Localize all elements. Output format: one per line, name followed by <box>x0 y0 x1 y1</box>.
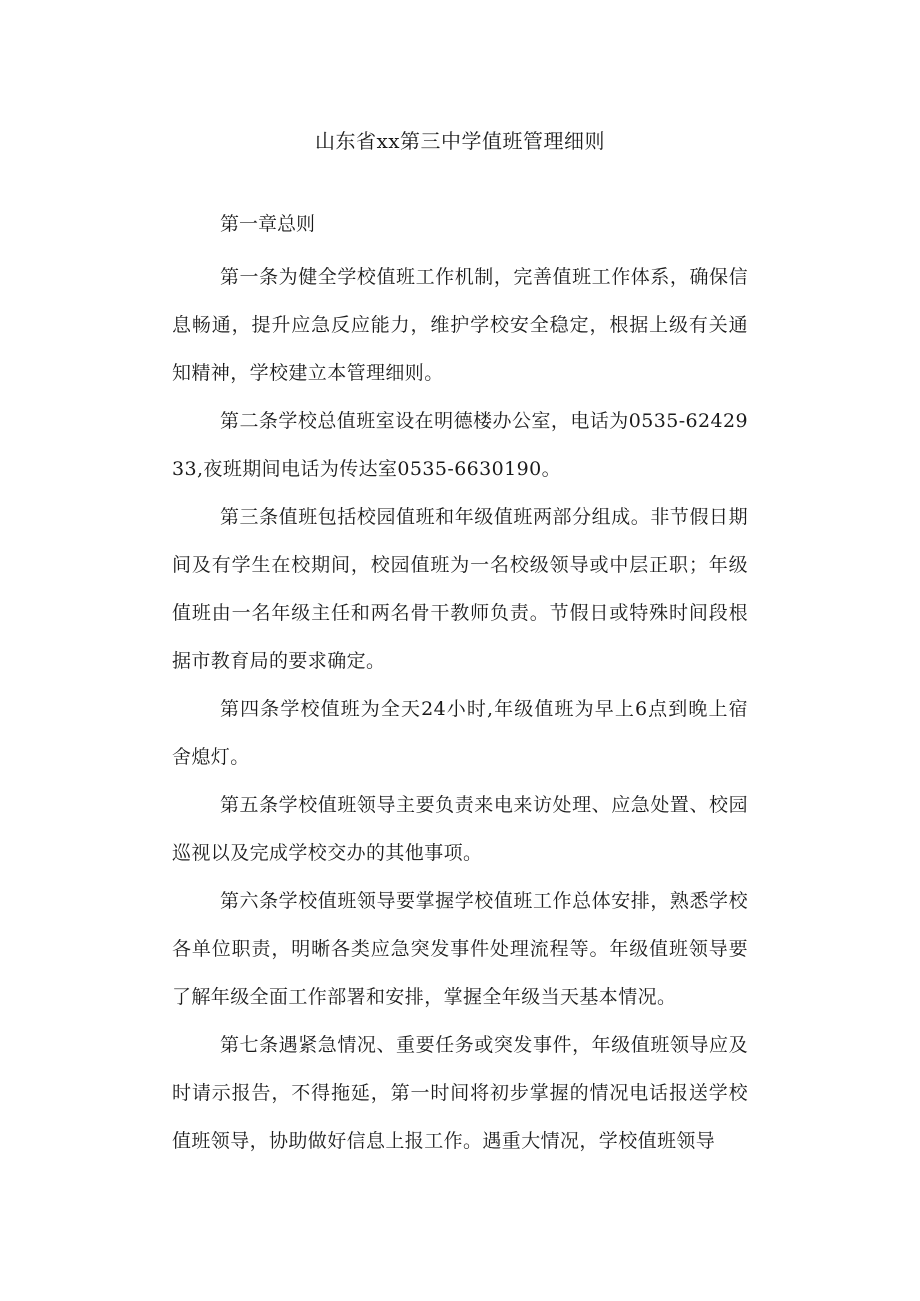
article-5: 第五条学校值班领导主要负责来电来访处理、应急处置、校园巡视以及完成学校交办的其他事项。 <box>172 794 748 864</box>
chapter-heading: 第一章总则 <box>220 213 316 235</box>
article-4: 第四条学校值班为全天24小时,年级值班为早上6点到晚上宿舍熄灯。 <box>172 698 748 768</box>
document-title: 山东省xx第三中学值班管理细则 <box>314 129 606 153</box>
article-3: 第三条值班包括校园值班和年级值班两部分组成。非节假日期间及有学生在校期间，校园值班为一名校级领导或中层正职；年级值班由一名年级主任和两名骨干教师负责。节假日或特殊时间段根据市教育局的要求确定。 <box>172 506 748 672</box>
article-6: 第六条学校值班领导要掌握学校值班工作总体安排，熟悉学校各单位职责，明晰各类应急突发事件处理流程等。年级值班领导要了解年级全面工作部署和安排，掌握全年级当天基本情况。 <box>172 890 748 1008</box>
article-1: 第一条为健全学校值班工作机制，完善值班工作体系，确保信息畅通，提升应急反应能力，维护学校安全稳定，根据上级有关通知精神，学校建立本管理细则。 <box>172 266 748 384</box>
article-2: 第二条学校总值班室设在明德楼办公室，电话为0535-6242933,夜班期间电话为传达室0535-6630190。 <box>172 410 748 480</box>
article-7: 第七条遇紧急情况、重要任务或突发事件，年级值班领导应及时请示报告，不得拖延，第一时间将初步掌握的情况电话报送学校值班领导，协助做好信息上报工作。遇重大情况，学校值班领导 <box>172 1034 748 1152</box>
document-body <box>172 205 748 1165</box>
